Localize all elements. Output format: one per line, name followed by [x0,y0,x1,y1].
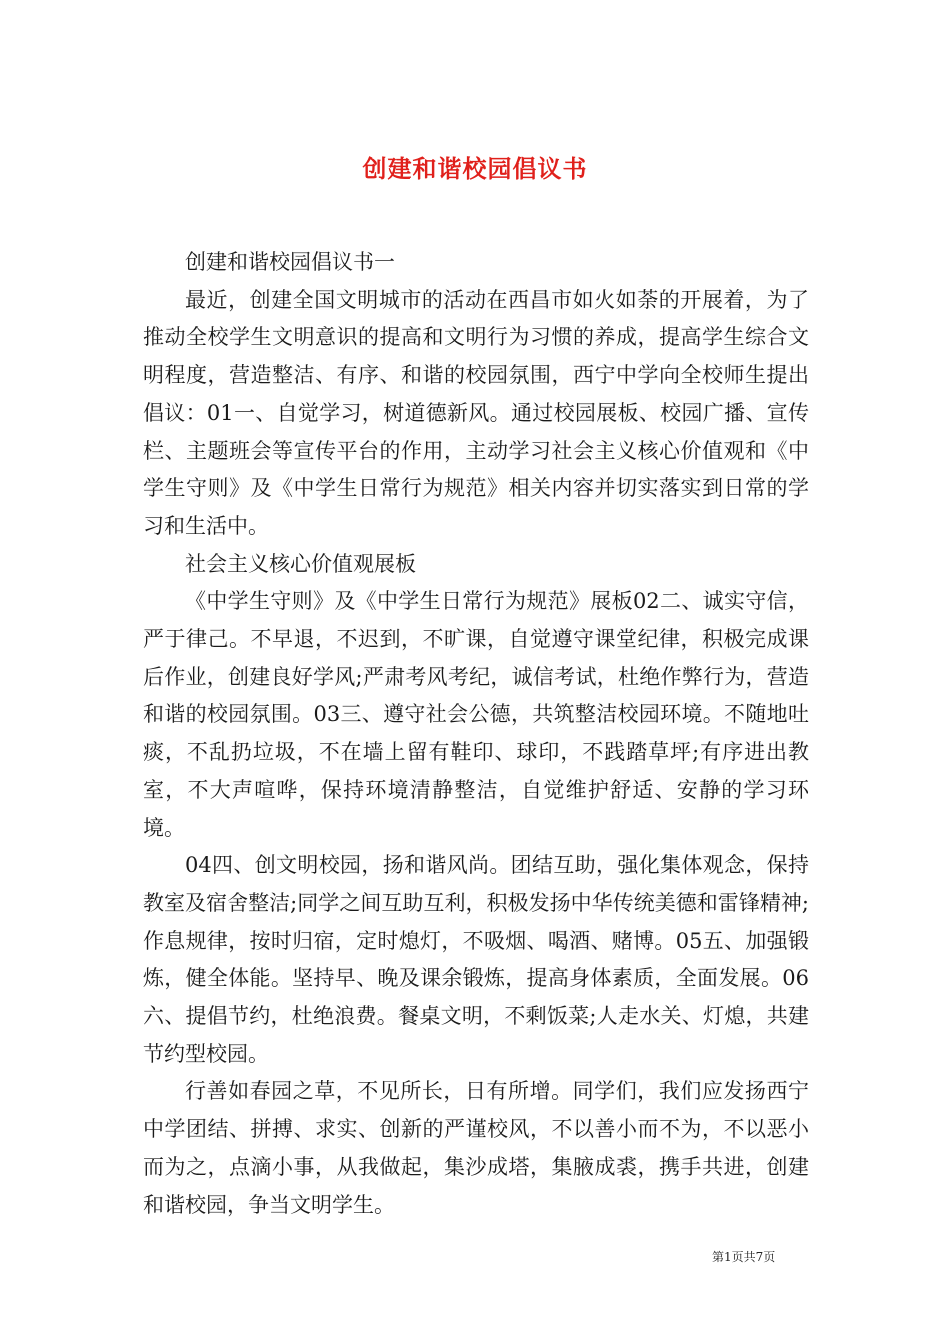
paragraph-heading: 创建和谐校园倡议书一 [185,250,395,274]
page-number: 第1页共7页 [712,1250,776,1264]
paragraph: 最近，创建全国文明城市的活动在西昌市如火如荼的开展着，为了推动全校学生文明意识的提高和文明行为习惯的养成，提高学生综合文明程度，营造整洁、有序、和谐的校园氛围，西宁中学向全校师生提出倡议：01一、自觉学习，树道德新风。通过校园展板、校园广播、宣传栏、主题班会等宣传平台的作用，主动学习社会主义核心价值观和《中学生守则》及《中学生日常行为规范》相关内容并切实落实到日常的学习和生活中。 [143,287,809,538]
document-body [143,244,809,1224]
document-title: 创建和谐校园倡议书 [362,154,588,184]
paragraph: 04四、创文明校园，扬和谐风尚。团结互助，强化集体观念，保持教室及宿舍整洁;同学之间互助互利，积极发扬中华传统美德和雷锋精神;作息规律，按时归宿，定时熄灯，不吸烟、喝酒、赌博。05五、加强锻炼，健全体能。坚持早、晚及课余锻炼，提高身体素质，全面发展。06六、提倡节约，杜绝浪费。餐桌文明，不剩饭菜;人走水关、灯熄，共建节约型校园。 [143,853,809,1066]
paragraph-caption: 社会主义核心价值观展板 [185,551,416,576]
paragraph: 《中学生守则》及《中学生日常行为规范》展板02二、诚实守信，严于律己。不早退，不迟到，不旷课，自觉遵守课堂纪律，积极完成课后作业，创建良好学风;严肃考风考纪，诚信考试，杜绝作弊行为，营造和谐的校园氛围。03三、遵守社会公德，共筑整洁校园环境。不随地吐痰，不乱扔垃圾，不在墙上留有鞋印、球印，不践踏草坪;有序进出教室，不大声喧哗，保持环境清静整洁，自觉维护舒适、安静的学习环境。 [143,589,809,840]
paragraph: 行善如春园之草，不见所长，日有所增。同学们，我们应发扬西宁中学团结、拼搏、求实、创新的严谨校风，不以善小而不为，不以恶小而为之，点滴小事，从我做起，集沙成塔，集腋成裘，携手共进，创建和谐校园，争当文明学生。 [143,1079,809,1217]
